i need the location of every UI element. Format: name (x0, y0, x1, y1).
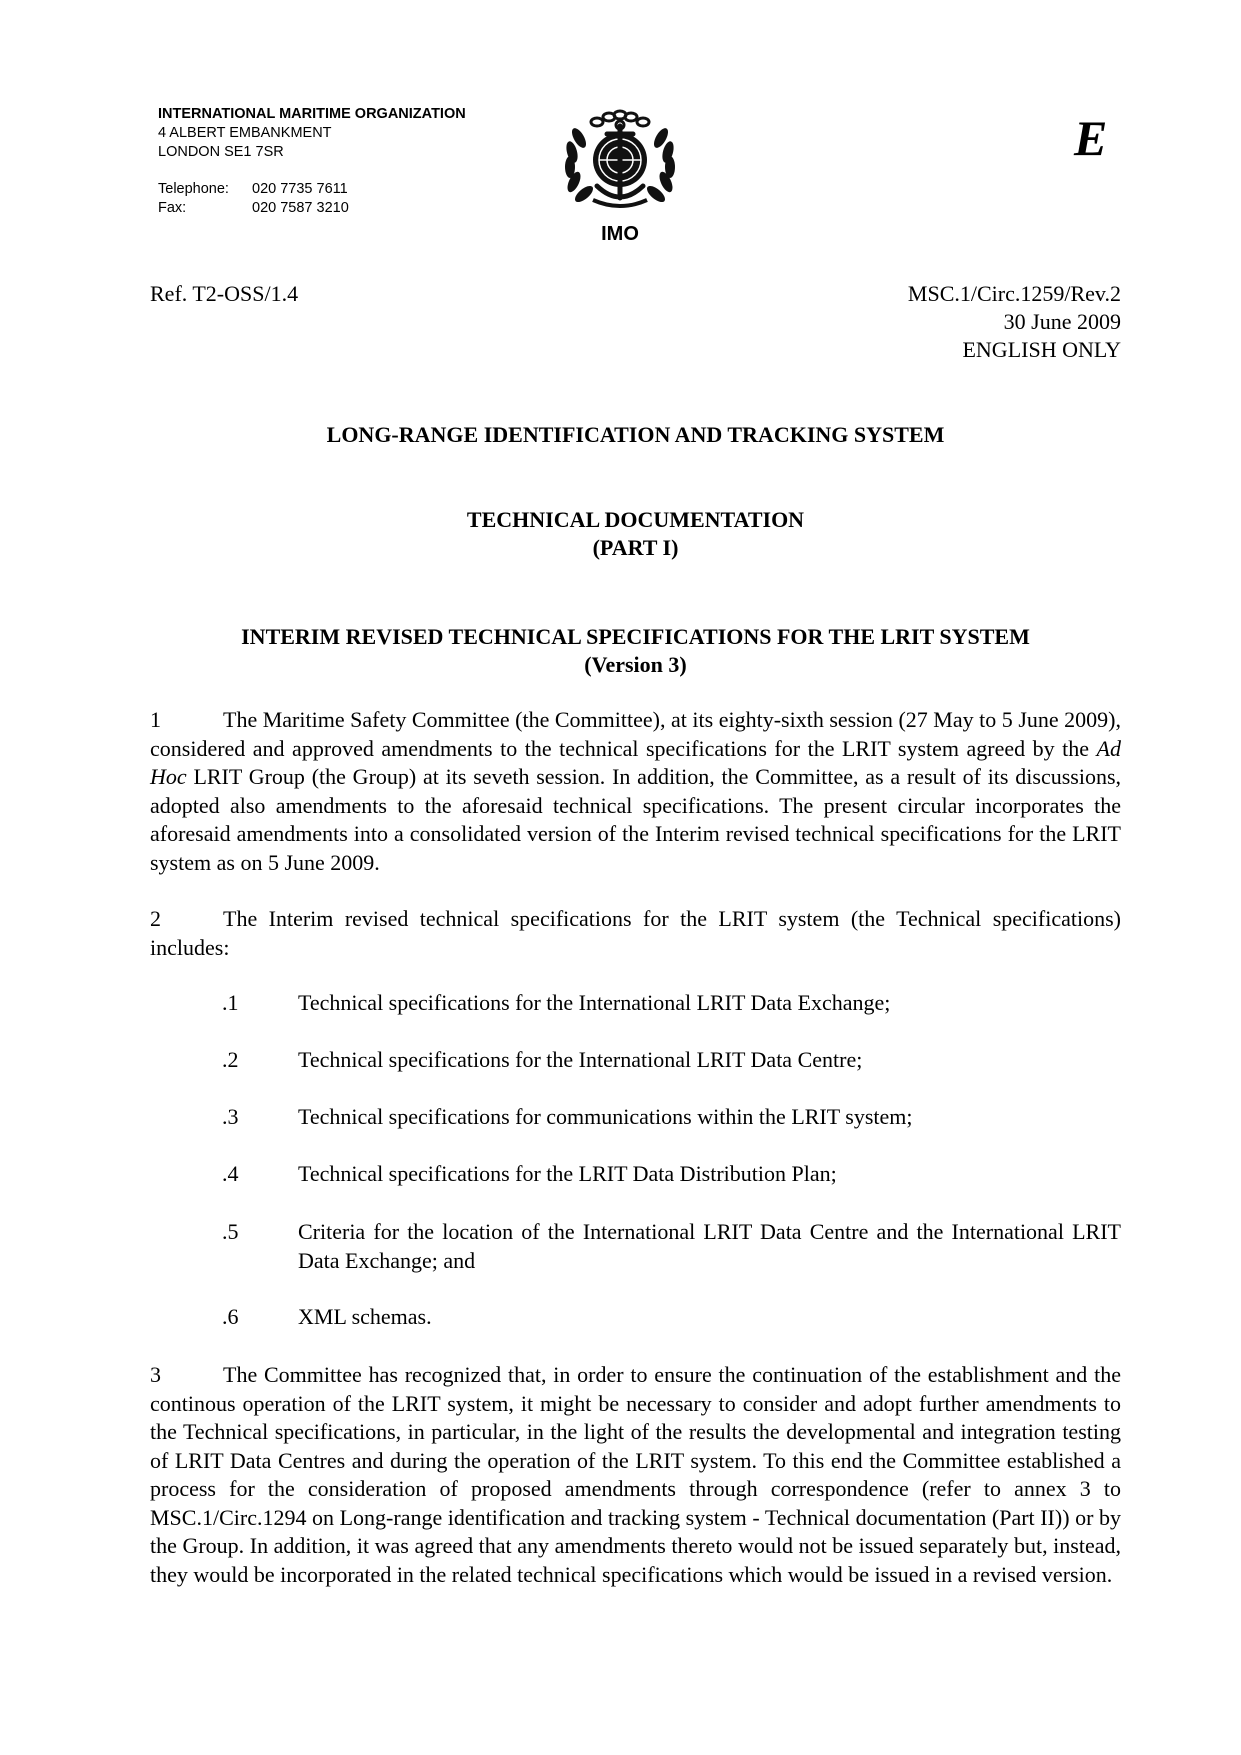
paragraph-text-italic: Ad Hoc (150, 735, 1121, 789)
list-item-number: .4 (222, 1161, 239, 1186)
specification-title (150, 623, 1121, 679)
language-letter: E (1074, 110, 1108, 166)
imo-emblem-icon (557, 108, 683, 214)
list-item-text: Technical specifications for the International LRIT Data Centre; (298, 1047, 863, 1072)
subtitle-line-1: TECHNICAL DOCUMENTATION (466, 507, 805, 532)
paragraph-number: 2 (150, 906, 161, 931)
address-line-1: 4 ALBERT EMBANKMENT (158, 125, 332, 141)
list-item-text: Technical specifications for the International LRIT Data Exchange; (298, 990, 891, 1015)
paragraph-text-continued: LRIT Group (the Group) at its seveth session. In addition, the Committee, as a result of its discussions, adopted also amendments to the aforesaid technical specifications. The present circular incorporates the aforesaid amendments into a consolidated version of the Interim revised technical specifications for the LRIT system as on 5 June 2009. (150, 764, 1121, 875)
telephone-value: 020 7735 7611 (252, 181, 348, 197)
list-item (222, 1218, 1121, 1275)
list-item-text: XML schemas. (298, 1304, 432, 1329)
paragraph-3 (150, 1361, 1121, 1589)
list-item-text: Technical specifications for the LRIT Data Distribution Plan; (298, 1161, 837, 1186)
list-item (222, 989, 1121, 1018)
paragraph-number: 1 (150, 707, 161, 732)
document-language: ENGLISH ONLY (962, 337, 1121, 362)
document-code: MSC.1/Circ.1259/Rev.2 (907, 281, 1121, 306)
emblem-label: IMO (601, 223, 639, 245)
reference-number: Ref. T2-OSS/1.4 (150, 281, 299, 306)
organization-letterhead (158, 105, 466, 218)
paragraph-text: The Committee has recognized that, in order to ensure the continuation of the establishment and the continous operation of the LRIT system, it might be necessary to consider and adopt further amendments to the Technical specifications, in particular, in the light of the results the developmental and integration testing of LRIT Data Centres and during the operation of the LRIT system. To this end the Committee established a process for the consideration of proposed amendments through correspondence (refer to annex 3 to MSC.1/Circ.1294 on Long-range identification and tracking system - Technical documentation (Part II)) or by the Group. In addition, it was agreed that any amendments thereto would not be issued separately but, instead, they would be incorporated in the related technical specifications which would be issued in a revised version. (150, 1362, 1121, 1587)
document-date: 30 June 2009 (1003, 309, 1121, 334)
paragraph-2 (150, 905, 1121, 962)
paragraph-number: 3 (150, 1362, 161, 1387)
paragraph-text: The Maritime Safety Committee (the Committee), at its eighty-sixth session (27 May to 5 June 2009), considered and approved amendments to the technical specifications for the LRIT system agreed by the (150, 707, 1121, 761)
telephone-label: Telephone: (158, 181, 229, 197)
organization-name: INTERNATIONAL MARITIME ORGANIZATION (158, 106, 466, 122)
list-item-number: .2 (222, 1047, 239, 1072)
list-item-number: .1 (222, 990, 239, 1015)
list-item-text: Technical specifications for communications within the LRIT system; (298, 1104, 913, 1129)
list-item (222, 1046, 1121, 1075)
list-item-text: Criteria for the location of the International LRIT Data Centre and the International LRIT Data Exchange; and (298, 1219, 1121, 1273)
paragraph-text: The Interim revised technical specifications for the LRIT system (the Technical specifications) includes: (150, 906, 1121, 960)
list-item (222, 1303, 1121, 1332)
fax-row (158, 199, 466, 218)
specification-title-line-1: INTERIM REVISED TECHNICAL SPECIFICATIONS FOR THE LRIT SYSTEM (241, 624, 1030, 649)
paragraph-1 (150, 706, 1121, 877)
specification-title-line-2: (Version 3) (584, 652, 687, 677)
address-line-2: LONDON SE1 7SR (158, 144, 284, 160)
fax-label: Fax: (158, 200, 187, 216)
list-item-number: .3 (222, 1104, 239, 1129)
subtitle (150, 506, 1121, 562)
list-item-number: .6 (222, 1304, 239, 1329)
fax-value: 020 7587 3210 (252, 200, 349, 216)
list-item (222, 1160, 1121, 1189)
telephone-row (158, 180, 466, 199)
list-item-number: .5 (222, 1219, 239, 1244)
document-meta (908, 280, 1121, 364)
subtitle-line-2: (PART I) (592, 535, 679, 560)
contact-details (158, 180, 466, 218)
main-title: LONG-RANGE IDENTIFICATION AND TRACKING SYSTEM (326, 422, 945, 447)
list-item (222, 1103, 1121, 1132)
